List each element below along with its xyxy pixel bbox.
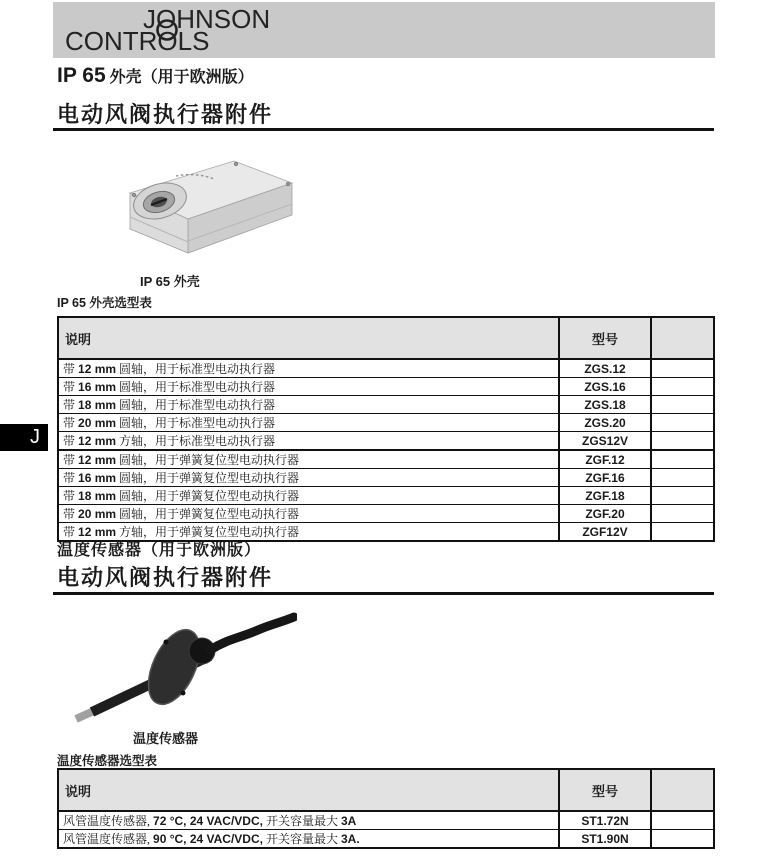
table-header-row [58, 317, 714, 359]
row-model: ZGS12V [559, 432, 651, 451]
row-blank-cell [651, 469, 714, 487]
section1-subtitle-rest: 外壳（用于欧洲版） [109, 69, 254, 86]
johnson-controls-logo [53, 3, 333, 58]
table-row [58, 487, 714, 505]
sensor-selection-table [57, 768, 715, 849]
row-description: 带 16 mm 圆轴，用于弹簧复位型电动执行器 [58, 469, 559, 487]
row-blank-cell [651, 414, 714, 432]
section-index-tab: J [0, 424, 48, 451]
column-header-description: 说明 [58, 317, 559, 359]
row-model: ZGS.12 [559, 359, 651, 378]
row-model: ZGF.18 [559, 487, 651, 505]
row-description: 带 18 mm 圆轴，用于弹簧复位型电动执行器 [58, 487, 559, 505]
table-row [58, 359, 714, 378]
row-model: ZGS.18 [559, 396, 651, 414]
housing-table-body [58, 359, 714, 541]
row-description: 带 20 mm 圆轴，用于标准型电动执行器 [58, 414, 559, 432]
section1-rule [53, 128, 714, 131]
column-header-blank [651, 317, 714, 359]
table-row [58, 469, 714, 487]
column-header-description: 说明 [58, 769, 559, 811]
logo-word-johnson: JOHNSON [143, 4, 271, 34]
row-model: ST1.72N [559, 811, 651, 830]
section1-title: 电动风阀执行器附件 [57, 102, 274, 127]
logo-word-controls: CONTROLS [65, 26, 210, 56]
row-model: ZGF.16 [559, 469, 651, 487]
table-row [58, 432, 714, 451]
actuator-image [96, 153, 298, 263]
row-blank-cell [651, 505, 714, 523]
table-row [58, 378, 714, 396]
row-model: ZGF.12 [559, 450, 651, 469]
housing-selection-table [57, 316, 715, 542]
row-blank-cell [651, 830, 714, 849]
row-model: ZGF12V [559, 523, 651, 542]
row-blank-cell [651, 523, 714, 542]
row-model: ZGF.20 [559, 505, 651, 523]
row-model: ZGS.20 [559, 414, 651, 432]
row-blank-cell [651, 811, 714, 830]
row-description: 带 18 mm 圆轴，用于标准型电动执行器 [58, 396, 559, 414]
table-row [58, 811, 714, 830]
row-description: 带 16 mm 圆轴，用于标准型电动执行器 [58, 378, 559, 396]
housing-table-label: IP 65 外壳选型表 [57, 296, 152, 310]
row-description: 风管温度传感器, 72 °C, 24 VAC/VDC, 开关容量最大 3A [58, 811, 559, 830]
table-header-row [58, 769, 714, 811]
section2-title: 电动风阀执行器附件 [57, 565, 274, 590]
table-row [58, 396, 714, 414]
row-description: 带 12 mm 方轴，用于标准型电动执行器 [58, 432, 559, 451]
section2-rule [53, 592, 714, 595]
row-description: 带 12 mm 方轴，用于弹簧复位型电动执行器 [58, 523, 559, 542]
sensor-table-label: 温度传感器选型表 [57, 754, 158, 768]
sensor-table-body [58, 811, 714, 848]
row-model: ST1.90N [559, 830, 651, 849]
row-model: ZGS.16 [559, 378, 651, 396]
row-description: 带 12 mm 圆轴，用于弹簧复位型电动执行器 [58, 450, 559, 469]
table-row [58, 414, 714, 432]
column-header-model: 型号 [559, 317, 651, 359]
table-row [58, 505, 714, 523]
column-header-model: 型号 [559, 769, 651, 811]
section2-subtitle: 温度传感器（用于欧洲版） [57, 542, 262, 559]
row-blank-cell [651, 487, 714, 505]
row-blank-cell [651, 396, 714, 414]
row-blank-cell [651, 378, 714, 396]
logo-bar [53, 2, 715, 58]
actuator-caption: IP 65 外壳 [140, 274, 200, 289]
temperature-sensor-image [62, 604, 297, 729]
row-blank-cell [651, 432, 714, 451]
table-row [58, 450, 714, 469]
row-description: 带 20 mm 圆轴，用于弹簧复位型电动执行器 [58, 505, 559, 523]
section1-subtitle [57, 64, 254, 88]
table-row [58, 830, 714, 849]
row-description: 带 12 mm 圆轴，用于标准型电动执行器 [58, 359, 559, 378]
column-header-blank [651, 769, 714, 811]
row-description: 风管温度传感器, 90 °C, 24 VAC/VDC, 开关容量最大 3A. [58, 830, 559, 849]
sensor-caption: 温度传感器 [133, 731, 199, 746]
section1-subtitle-strong: IP 65 [57, 64, 106, 87]
row-blank-cell [651, 359, 714, 378]
row-blank-cell [651, 450, 714, 469]
